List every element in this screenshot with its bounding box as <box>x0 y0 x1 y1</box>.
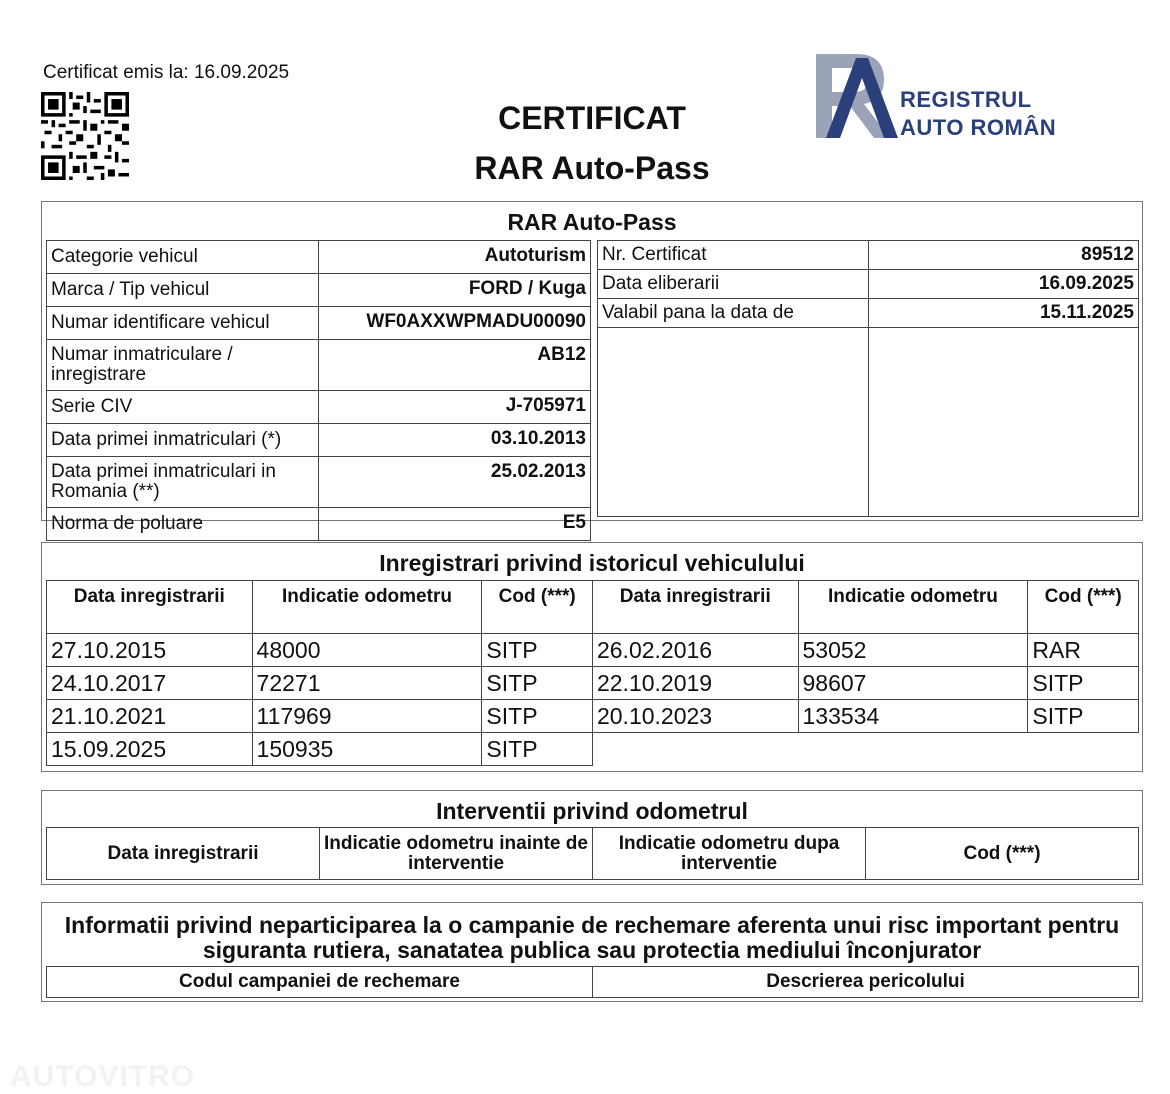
history-cell: 15.09.2025 <box>47 733 253 766</box>
vehicle-label: Data primei inmatriculari (*) <box>47 424 319 457</box>
logo-line-2: AUTO ROMÂN <box>900 115 1057 140</box>
vehicle-label: Norma de poluare <box>47 508 319 541</box>
recall-header: Descrierea pericolului <box>593 967 1139 998</box>
vehicle-table <box>46 240 591 541</box>
certificate-label: Nr. Certificat <box>598 241 869 270</box>
empty-cell <box>869 328 1139 517</box>
certificate-value: 16.09.2025 <box>869 270 1139 299</box>
table-row <box>47 733 1139 766</box>
vehicle-value: J-705971 <box>319 391 591 424</box>
vehicle-value: 03.10.2013 <box>319 424 591 457</box>
history-cell: SITP <box>482 700 593 733</box>
history-cell: 117969 <box>252 700 482 733</box>
vehicle-value: Autoturism <box>319 241 591 274</box>
certificate-subtitle: RAR Auto-Pass <box>474 150 710 186</box>
history-cell: SITP <box>482 733 593 766</box>
certificate-value: 15.11.2025 <box>869 299 1139 328</box>
history-cell: 150935 <box>252 733 482 766</box>
certificate-info-table <box>597 240 1139 517</box>
history-cell: 26.02.2016 <box>592 634 798 667</box>
recall-section <box>41 902 1143 1002</box>
history-header: Data inregistrarii <box>592 581 798 634</box>
history-cell: 27.10.2015 <box>47 634 253 667</box>
odometer-section <box>41 790 1143 885</box>
vehicle-value: FORD / Kuga <box>319 274 591 307</box>
issued-date: Certificat emis la: 16.09.2025 <box>43 62 290 83</box>
history-cell: SITP <box>482 634 593 667</box>
vehicle-label: Categorie vehicul <box>47 241 319 274</box>
history-cell: 24.10.2017 <box>47 667 253 700</box>
history-cell: 98607 <box>798 667 1028 700</box>
vehicle-section-title: RAR Auto-Pass <box>507 209 677 235</box>
history-header: Cod (***) <box>482 581 593 634</box>
vehicle-value: 25.02.2013 <box>319 457 591 508</box>
certificate-label: Data eliberarii <box>598 270 869 299</box>
odometer-section-title: Interventii privind odometrul <box>436 798 748 824</box>
history-cell: 21.10.2021 <box>47 700 253 733</box>
vehicle-section <box>41 201 1143 534</box>
history-cell: SITP <box>482 667 593 700</box>
history-section <box>41 542 1143 772</box>
history-cell: 22.10.2019 <box>592 667 798 700</box>
odometer-header: Data inregistrarii <box>47 828 320 880</box>
vehicle-label: Data primei inmatriculari in Romania (**) <box>47 457 319 508</box>
empty-cell <box>592 733 798 766</box>
recall-table <box>46 966 1139 998</box>
recall-header: Codul campaniei de rechemare <box>47 967 593 998</box>
table-row <box>47 700 1139 733</box>
history-cell: 53052 <box>798 634 1028 667</box>
vehicle-label: Numar inmatriculare / inregistrare <box>47 340 319 391</box>
vehicle-value: E5 <box>319 508 591 541</box>
vehicle-label: Serie CIV <box>47 391 319 424</box>
odometer-table <box>46 827 1139 880</box>
logo-wordmark <box>900 86 1056 142</box>
empty-cell <box>1028 733 1139 766</box>
watermark: AUTOVITRO <box>10 1060 196 1093</box>
table-row <box>47 634 1139 667</box>
history-cell: 20.10.2023 <box>592 700 798 733</box>
odometer-header: Indicatie odometru dupa interventie <box>593 828 866 880</box>
vehicle-label: Numar identificare vehicul <box>47 307 319 340</box>
vehicle-label: Marca / Tip vehicul <box>47 274 319 307</box>
history-cell: RAR <box>1028 634 1139 667</box>
history-cell: 48000 <box>252 634 482 667</box>
history-header: Cod (***) <box>1028 581 1139 634</box>
certificate-value: 89512 <box>869 241 1139 270</box>
vehicle-value: WF0AXXWPMADU00090 <box>319 307 591 340</box>
empty-cell <box>798 733 1028 766</box>
recall-section-title: Informatii privind neparticiparea la o campanie de rechemare aferenta unui risc important pentru siguranta rutiera, sanatatea publica sau protectia mediului înconjurator <box>64 912 1120 963</box>
history-cell: 133534 <box>798 700 1028 733</box>
empty-cell <box>598 328 869 517</box>
history-cell: 72271 <box>252 667 482 700</box>
history-cell: SITP <box>1028 700 1139 733</box>
history-header: Indicatie odometru <box>252 581 482 634</box>
history-section-title: Inregistrari privind istoricul vehiculului <box>379 550 805 576</box>
certificate-title: CERTIFICAT <box>498 100 686 136</box>
table-row <box>47 667 1139 700</box>
history-header: Indicatie odometru <box>798 581 1028 634</box>
history-header: Data inregistrarii <box>47 581 253 634</box>
history-cell: SITP <box>1028 667 1139 700</box>
odometer-header: Indicatie odometru inainte de interventie <box>320 828 593 880</box>
logo-line-1: REGISTRUL <box>900 87 1032 112</box>
certificate-label: Valabil pana la data de <box>598 299 869 328</box>
vehicle-value: AB12 <box>319 340 591 391</box>
history-table <box>46 580 1139 766</box>
odometer-header: Cod (***) <box>866 828 1139 880</box>
